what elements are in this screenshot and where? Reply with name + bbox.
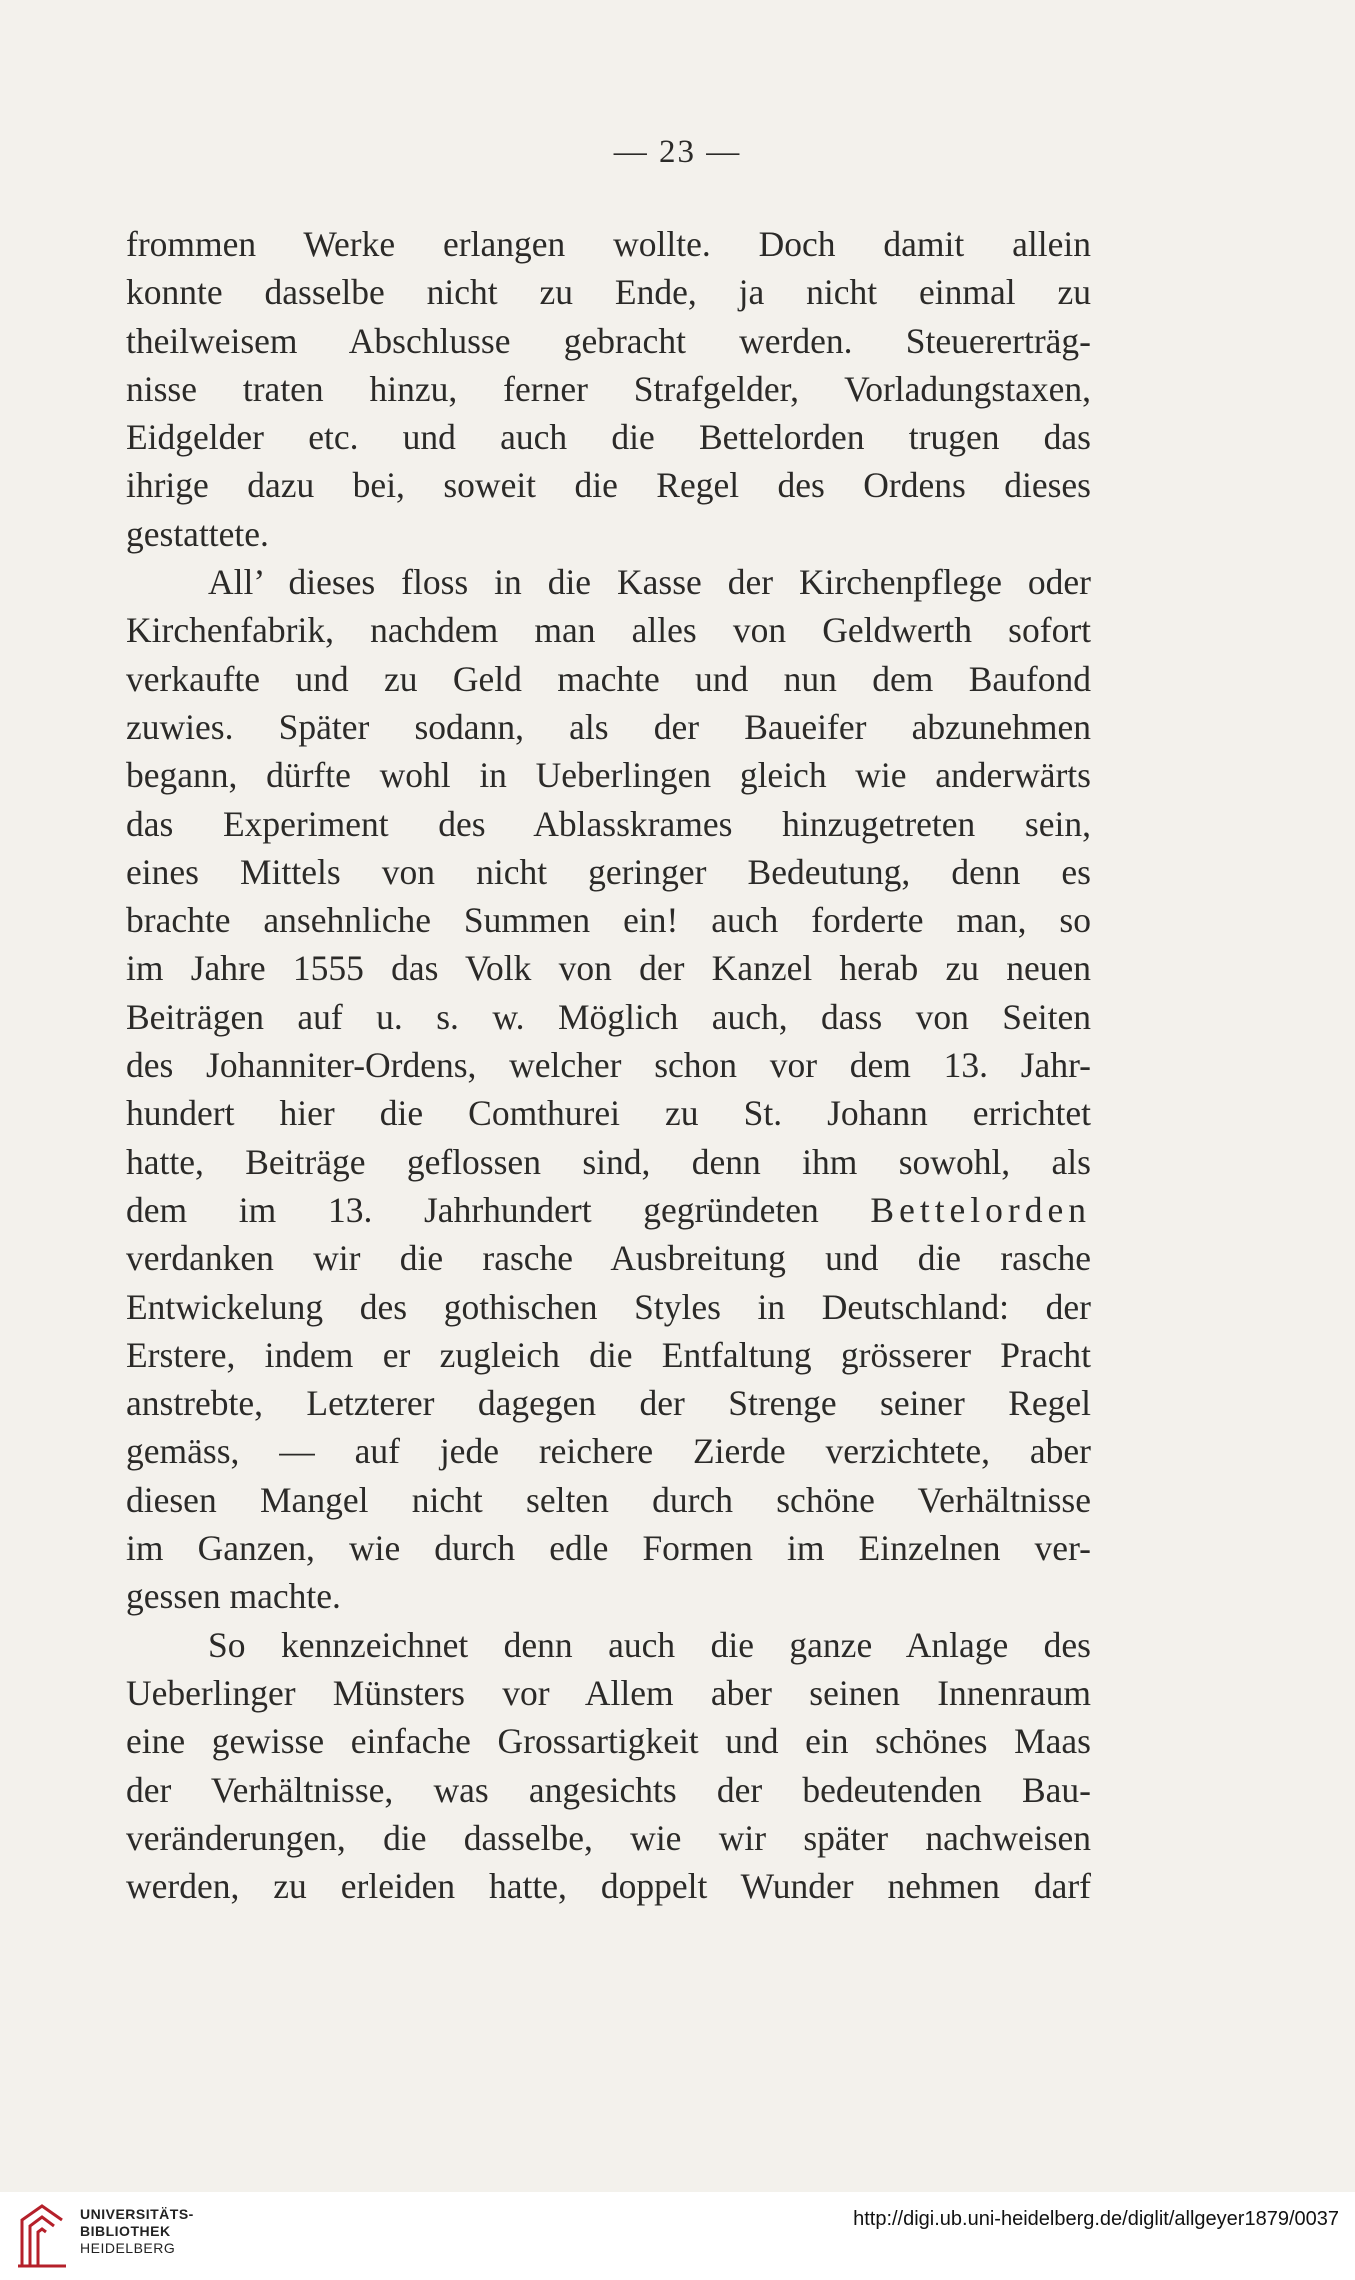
text-line: verkaufte und zu Geld machte und nun dem Baufond (126, 658, 1091, 699)
text-line: zuwies. Später sodann, als der Baueifer abzunehmen (126, 706, 1091, 747)
text-line: im Ganzen, wie durch edle Formen im Einzelnen ver- (126, 1528, 1091, 1569)
text-line: ihrige dazu bei, soweit die Regel des Ordens dieses (126, 465, 1091, 506)
text-line: eines Mittels von nicht geringer Bedeutung, denn es (126, 851, 1091, 892)
text-line: hundert hier die Comthurei zu St. Johann errichtet (126, 1093, 1091, 1134)
text-line: So kennzeichnet denn auch die ganze Anlage des (208, 1624, 1091, 1665)
text-line: gestattete. (126, 513, 269, 554)
library-logo-icon (14, 2200, 70, 2270)
text-line (126, 1186, 1091, 1234)
text-line: werden, zu erleiden hatte, doppelt Wunder nehmen darf (126, 1866, 1091, 1907)
spaced-word: Bettelorden (870, 1189, 1091, 1230)
text-line: des Johanniter-Ordens, welcher schon vor dem 13. Jahr- (126, 1045, 1091, 1086)
text-line: verdanken wir die rasche Ausbreitung und die rasche (126, 1238, 1091, 1279)
text-line: gemäss, — auf jede reichere Zierde verzichtete, aber (126, 1431, 1091, 1472)
text-line: Eidgelder etc. und auch die Bettelorden trugen das (126, 417, 1091, 458)
text-line: theilweisem Abschlusse gebracht werden. Steuererträg- (126, 320, 1091, 361)
text-line: begann, dürfte wohl in Ueberlingen gleich wie anderwärts (126, 755, 1091, 796)
text-line: Entwickelung des gothischen Styles in Deutschland: der (126, 1286, 1091, 1327)
text-line: brachte ansehnliche Summen ein! auch forderte man, so (126, 900, 1091, 941)
text-line: anstrebte, Letzterer dagegen der Strenge seiner Regel (126, 1383, 1091, 1424)
text-line-part: dem im 13. Jahrhundert gegründeten (126, 1189, 871, 1230)
page-number: — 23 — (613, 134, 742, 170)
text-line: hatte, Beiträge geflossen sind, denn ihm sowohl, als (126, 1141, 1091, 1182)
source-url[interactable]: http://digi.ub.uni-heidelberg.de/diglit/allgeyer1879/0037 (853, 2208, 1339, 2230)
text-line: All’ dieses floss in die Kasse der Kirchenpflege oder (208, 562, 1091, 603)
text-line: nisse traten hinzu, ferner Strafgelder, Vorladungstaxen, (126, 368, 1091, 409)
text-line: konnte dasselbe nicht zu Ende, ja nicht einmal zu (126, 272, 1091, 313)
text-line: frommen Werke erlangen wollte. Doch damit allein (126, 224, 1091, 264)
library-name: UNIVERSITÄTS- BIBLIOTHEK HEIDELBERG (80, 2206, 194, 2256)
text-line: der Verhältnisse, was angesichts der bedeutenden Bau- (126, 1769, 1091, 1810)
text-line: eine gewisse einfache Grossartigkeit und ein schönes Maas (126, 1721, 1091, 1762)
text-line: das Experiment des Ablasskrames hinzugetreten sein, (126, 803, 1091, 844)
text-line: Kirchenfabrik, nachdem man alles von Geldwerth sofort (126, 610, 1091, 651)
library-footer (0, 2192, 1355, 2280)
text-line: veränderungen, die dasselbe, wie wir später nachweisen (126, 1817, 1091, 1858)
text-line: gessen machte. (126, 1576, 341, 1617)
text-line: Beiträgen auf u. s. w. Möglich auch, dass von Seiten (126, 996, 1091, 1037)
text-line: Ueberlinger Münsters vor Allem aber seinen Innenraum (126, 1672, 1091, 1713)
text-line: im Jahre 1555 das Volk von der Kanzel herab zu neuen (126, 948, 1091, 989)
text-line: diesen Mangel nicht selten durch schöne Verhältnisse (126, 1479, 1091, 1520)
text-line: Erstere, indem er zugleich die Entfaltung grösserer Pracht (126, 1334, 1091, 1375)
body-text (126, 220, 1091, 1910)
